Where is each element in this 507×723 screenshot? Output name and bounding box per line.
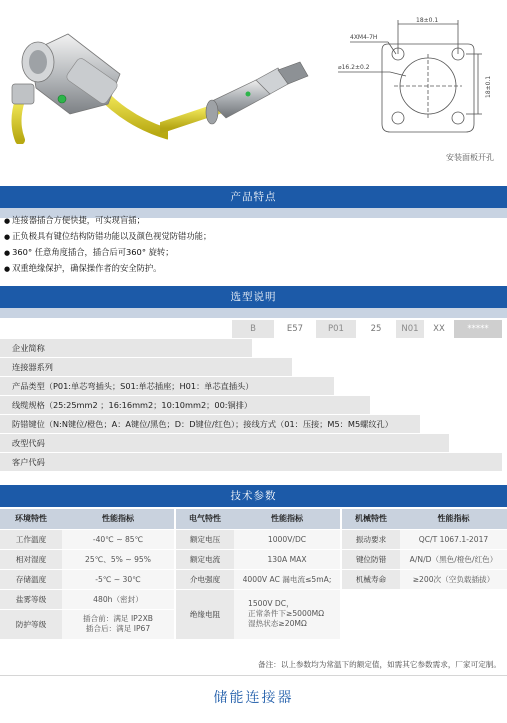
- spec-key: 机械寿命: [342, 569, 400, 589]
- spec-value: QC/T 1067.1-2017: [400, 529, 507, 549]
- features-list: [4, 213, 504, 277]
- feature-item: ● 连接器插合方便快捷，可实现盲插；: [4, 213, 504, 229]
- spec-value: 1000V/DC: [234, 529, 340, 549]
- spec-value: 25℃、5% ~ 95%: [62, 549, 174, 569]
- spec-title: 技术参数: [0, 485, 507, 507]
- selection-title-underline: [0, 308, 507, 318]
- spec-key: 防护等级: [0, 609, 62, 639]
- connector-socket-image: [160, 50, 315, 145]
- header-elec-value: 性能指标: [234, 509, 340, 529]
- spec-value: 130A MAX: [234, 549, 340, 569]
- spec-value: A/N/D（黑色/橙色/红色）: [400, 549, 507, 569]
- spec-value-line: 正常条件下≥5000MΩ: [248, 609, 325, 618]
- selection-step: 改型代码: [0, 434, 449, 452]
- footnote: 备注：以上参数均为常温下的额定值，如需其它参数需求，厂家可定制。: [258, 660, 501, 669]
- selection-step: 企业简称: [0, 339, 252, 357]
- header-env-value: 性能指标: [62, 509, 174, 529]
- spec-key: 振动要求: [342, 529, 400, 549]
- spec-key: 额定电压: [176, 529, 234, 549]
- spec-key: 存储温度: [0, 569, 62, 589]
- features-title: 产品特点: [0, 186, 507, 208]
- spec-key: 盐雾等级: [0, 589, 62, 609]
- footer-title: 储能连接器: [213, 690, 294, 706]
- table-header-row: [0, 509, 507, 529]
- code-segment: *****: [454, 320, 502, 338]
- spec-key: 工作温度: [0, 529, 62, 549]
- spec-value: ≥200次（空负载插拔）: [400, 569, 507, 589]
- header-env: 环境特性: [0, 509, 62, 529]
- code-segment: E57: [286, 324, 304, 334]
- header-mech-value: 性能指标: [400, 509, 507, 529]
- model-code-row: [0, 318, 507, 340]
- table-row: [0, 589, 507, 609]
- divider: [0, 675, 507, 676]
- spec-value: -5℃ ~ 30℃: [62, 569, 174, 589]
- selection-step: 防错键位（N:N键位/橙色；A：A键位/黑色；D：D键位/红色）；接线方式（01：压接；M5：M5螺纹孔）: [0, 415, 420, 433]
- feature-item: ● 360° 任意角度插合，插合后可360° 旋转；: [4, 245, 504, 261]
- spec-value: -40℃ ~ 85℃: [62, 529, 174, 549]
- spec-value-line: 湿热状态≥20MΩ: [248, 619, 307, 628]
- connector-plug-image: [8, 22, 168, 144]
- code-segment: XX: [433, 324, 445, 334]
- drawing-caption: 安装面板开孔: [446, 153, 494, 162]
- selection-step: 产品类型（P01:单芯弯插头；S01:单芯插座；H01：单芯直插头）: [0, 377, 334, 395]
- spec-key: 相对湿度: [0, 549, 62, 569]
- spec-value: 480h（密封）: [62, 589, 174, 609]
- dim-width-label: 18±0.1: [416, 17, 439, 24]
- table-row: [0, 569, 507, 589]
- spec-value-line: 插合前：满足 IP2XB: [82, 614, 154, 623]
- spec-table: [0, 509, 507, 640]
- selection-step: 线缆规格（25:25mm2 ；16:16mm2；10:10mm2；00:铜排）: [0, 396, 370, 414]
- dim-hole-label: ⌀16.2±0.2: [338, 64, 370, 71]
- spec-value-line: 插合后：满足 IP67: [85, 624, 151, 633]
- code-segment: B: [232, 320, 274, 338]
- spec-key: 键位防错: [342, 549, 400, 569]
- spec-key: 介电强度: [176, 569, 234, 589]
- selection-step: 连接器系列: [0, 358, 292, 376]
- table-row: [0, 529, 507, 549]
- spec-value: 4000V AC 漏电流≤5mA;: [234, 569, 340, 589]
- table-row: [0, 549, 507, 569]
- spec-value-multiline: [62, 609, 174, 639]
- panel-cutout-drawing: [330, 14, 506, 154]
- header-elec: 电气特性: [176, 509, 234, 529]
- dim-height-label: 18±0.1: [485, 75, 492, 98]
- spec-key: 绝缘电阻: [176, 589, 234, 639]
- selection-step: 客户代码: [0, 453, 502, 471]
- spec-value-multiline: [234, 589, 340, 639]
- spec-key: 额定电流: [176, 549, 234, 569]
- selection-title: 选型说明: [0, 286, 507, 308]
- code-segment: P01: [316, 320, 356, 338]
- spec-value-line: 1500V DC，: [248, 599, 294, 608]
- dim-thread-label: 4XM4-7H: [350, 34, 378, 41]
- code-segment: N01: [396, 320, 424, 338]
- header-mech: 机械特性: [342, 509, 400, 529]
- code-segment: 25: [370, 324, 382, 334]
- feature-item: ● 正负极具有键位结构防错功能以及颜色视觉防错功能；: [4, 229, 504, 245]
- feature-item: ● 双重绝缘保护，确保操作者的安全防护。: [4, 261, 504, 277]
